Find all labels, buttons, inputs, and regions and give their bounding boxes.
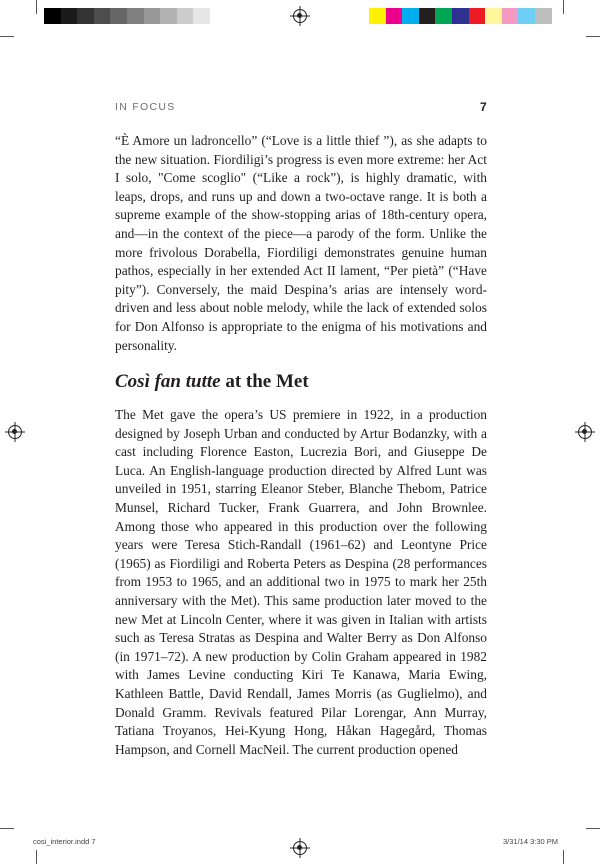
color-swatch: [110, 8, 127, 24]
color-swatch: [44, 8, 61, 24]
grayscale-bar: [44, 8, 227, 24]
color-swatch: [502, 8, 519, 24]
paragraph-text: The Met gave the opera’s US premiere in 1922, in a production designed by Joseph Urban and conducted by Artur Bodanzky, with a cast including Florence Easton, Lucrezia Bori, and Giuseppe De Luca. An English-language production directed by Alfred Lunt was unveiled in 1951, starring Eleanor Steber, Blanche Thebom, Patrice Munsel, Richard Tucker, Frank Guarrera, and John Brownlee. Among those who appeared in this production over the following years were Teresa Stich-Randall (1961–62) and Leontyne Price (1965) as Fiordiligi and Roberta Peters as Despina (28 performances from 1953 to 1965, and an additional two in 1975 to mark her 25th anniversary with the Met). This same production later moved to the new Met at Lincoln Center, where it was given in Italian with artists such as Teresa Stratas as Despina and Walter Berry as Don Alfonso (in 1971–72). A new production by Colin Graham appeared in 1982 with James Levine conducting Kiri Te Kanawa, Maria Ewing, Kathleen Battle, David Rendall, James Morris (as Guglielmo), and Donald Gramm. Revivals featured Pilar Lorengar, Ann Murray, Tatiana Troyanos, Hei-Kyung Hong, Håkan Hagegård, Thomas Hampson, and Cornell MacNeil. The current production opened: [115, 407, 487, 757]
color-swatch: [435, 8, 452, 24]
slug-timestamp: 3/31/14 3:30 PM: [503, 837, 559, 846]
heading-title-italic: Così fan tutte: [115, 371, 221, 392]
crop-mark: [586, 36, 600, 37]
page-number: 7: [480, 100, 487, 114]
color-swatch: [485, 8, 502, 24]
color-swatch: [77, 8, 94, 24]
color-swatch: [94, 8, 111, 24]
color-swatch: [452, 8, 469, 24]
crop-mark: [563, 0, 564, 14]
color-swatch: [535, 8, 552, 24]
crop-mark: [36, 850, 37, 864]
color-bar: [369, 8, 552, 24]
paragraph-text: “È Amore un ladroncello” (“Love is a little thief ”), as she adapts to the new situation. Fiordiligi’s progress is even more extreme: her Act I solo, "Come scoglio" (“Like a rock”), is highly dramatic, with leaps, drops, and runs up and down a two-octave range. It is both a supreme example of the show-stopping arias of 18th-century opera, and—in the context of the piece—a parody of the form. Unlike the more frivolous Dorabella, Fiordiligi demonstrates genuine human pathos, especially in her extended Act II lament, “Per pietà” (“Have pity”). Conversely, the maid Despina’s arias are intensely word-driven and less about noble melody, while the lack of extended solos for Don Alfonso is appropriate to the enigma of his motivations and personality.: [115, 133, 487, 353]
heading-title-rest: at the Met: [220, 371, 309, 392]
color-swatch: [210, 8, 227, 24]
color-swatch: [61, 8, 78, 24]
crop-mark: [586, 828, 600, 829]
color-swatch: [127, 8, 144, 24]
color-swatch: [469, 8, 486, 24]
registration-mark-icon: [293, 841, 307, 855]
color-swatch: [193, 8, 210, 24]
body-paragraph-2: [115, 406, 487, 759]
body-paragraph-1: [115, 132, 487, 355]
color-swatch: [419, 8, 436, 24]
color-swatch: [402, 8, 419, 24]
section-heading: [115, 371, 309, 393]
crop-mark: [563, 850, 564, 864]
slug-filename: cosi_interior.indd 7: [33, 837, 96, 846]
color-swatch: [177, 8, 194, 24]
crop-mark: [0, 36, 14, 37]
registration-mark-icon: [578, 425, 592, 439]
color-swatch: [369, 8, 386, 24]
crop-mark: [0, 828, 14, 829]
color-swatch: [518, 8, 535, 24]
color-swatch: [386, 8, 403, 24]
color-swatch: [160, 8, 177, 24]
color-swatch: [144, 8, 161, 24]
registration-mark-icon: [8, 425, 22, 439]
running-head: IN FOCUS: [115, 101, 176, 113]
registration-mark-icon: [293, 9, 307, 23]
crop-mark: [36, 0, 37, 14]
